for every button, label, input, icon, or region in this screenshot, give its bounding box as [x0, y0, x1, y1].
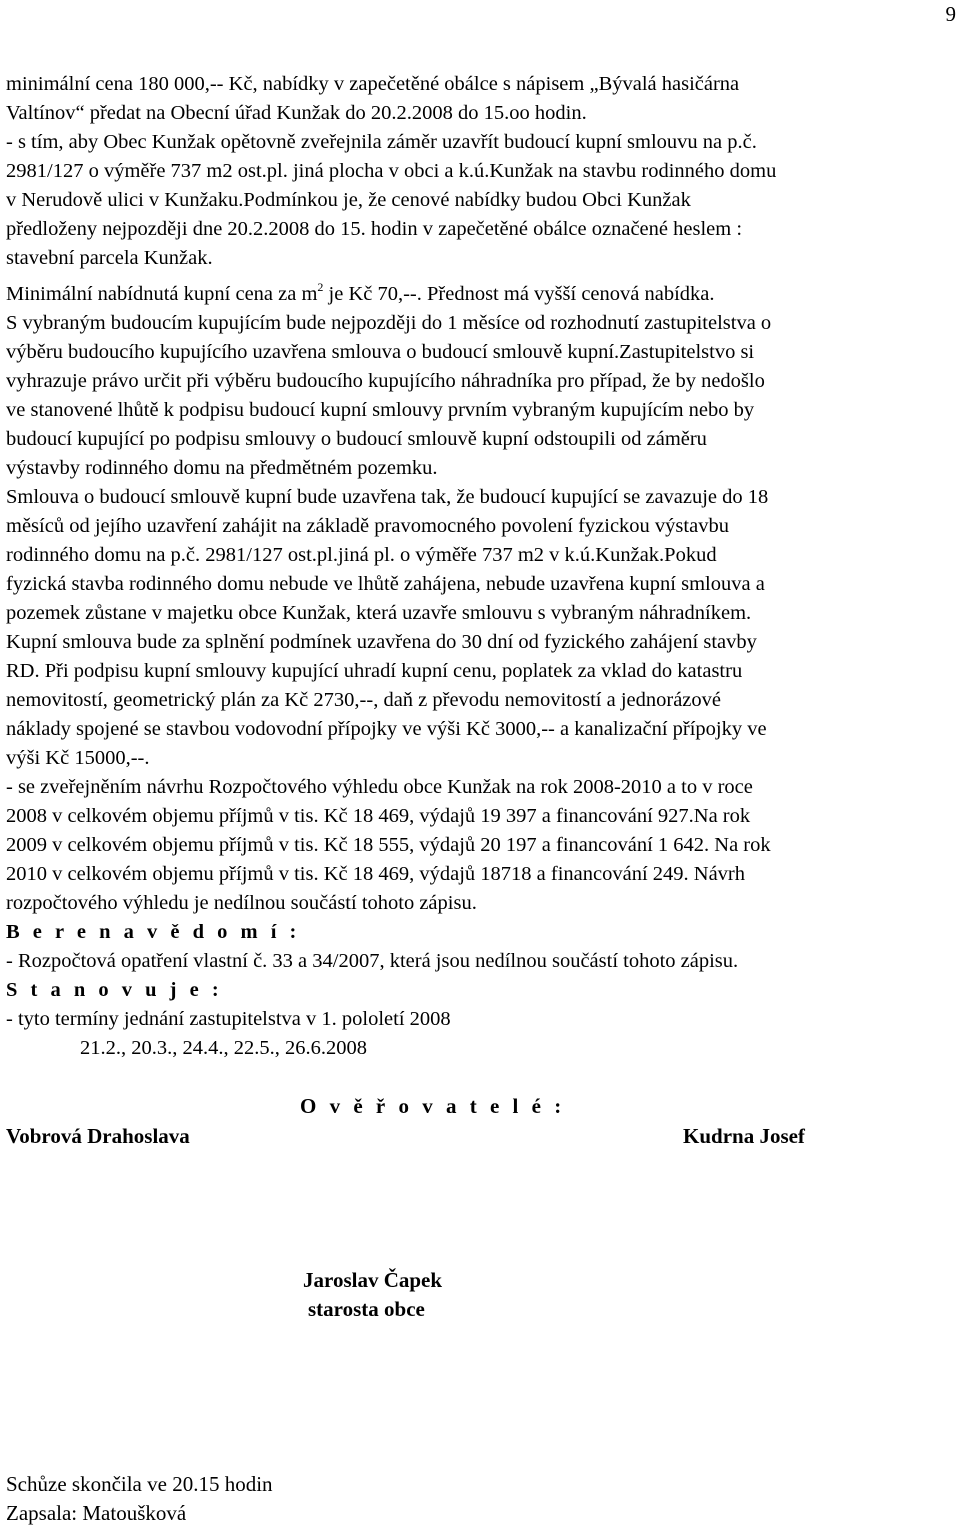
- meeting-dates: 21.2., 20.3., 24.4., 22.5., 26.6.2008: [80, 1037, 367, 1059]
- text-line: vyhrazuje právo určit při výběru budoucího kupujícího náhradníka pro případ, že by nedošlo: [6, 370, 765, 392]
- mayor-title: starosta obce: [308, 1297, 425, 1321]
- price-text-start: Minimální nabídnutá kupní cena za m: [6, 283, 318, 305]
- section-heading-stanovuje: S t a n o v u j e :: [6, 979, 223, 1001]
- section-heading-bere-na-vedomi: B e r e n a v ě d o m í :: [6, 921, 301, 943]
- text-line: výstavby rodinného domu na předmětném pozemku.: [6, 457, 438, 479]
- text-line: předloženy nejpozději dne 20.2.2008 do 15. hodin v zapečetěné obálce označené heslem :: [6, 218, 743, 240]
- text-line: rozpočtového výhledu je nedílnou součástí tohoto zápisu.: [6, 892, 477, 914]
- text-line: rodinného domu na p.č. 2981/127 ost.pl.jiná pl. o výměře 737 m2 v k.ú.Kunžak.Pokud: [6, 544, 717, 566]
- text-line: Valtínov“ předat na Obecní úřad Kunžak do 20.2.2008 do 15.oo hodin.: [6, 102, 587, 124]
- text-line: výši Kč 15000,--.: [6, 747, 150, 769]
- text-line: RD. Při podpisu kupní smlouvy kupující uhradí kupní cenu, poplatek za vklad do katastru: [6, 660, 743, 682]
- text-line: pozemek zůstane v majetku obce Kunžak, která uzavře smlouvu s vybraným náhradníkem.: [6, 602, 752, 624]
- stanovuje-item: - tyto termíny jednání zastupitelstva v 1. pololetí 2008: [6, 1008, 451, 1030]
- text-line: v Nerudově ulici v Kunžaku.Podmínkou je, že cenové nabídky budou Obci Kunžak: [6, 189, 691, 211]
- text-line: nemovitostí, geometrický plán za Kč 2730,--, daň z převodu nemovitostí a jednorázové: [6, 689, 722, 711]
- text-line: 2009 v celkovém objemu příjmů v tis. Kč 18 555, výdajů 20 197 a financování 1 642. Na rok: [6, 834, 771, 856]
- text-line: S vybraným budoucím kupujícím bude nejpozději do 1 měsíce od rozhodnutí zastupitelstva o: [6, 312, 772, 334]
- meeting-closing-time: Schůze skončila ve 20.15 hodin: [6, 1472, 273, 1496]
- text-line: 2010 v celkovém objemu příjmů v tis. Kč 18 469, výdajů 18718 a financování 249. Návrh: [6, 863, 746, 885]
- text-line: náklady spojené se stavbou vodovodní přípojky ve výši Kč 3000,-- a kanalizační přípojky ve: [6, 718, 767, 740]
- text-line: výběru budoucího kupujícího uzavřena smlouva o budoucí smlouvě kupní.Zastupitelstvo si: [6, 341, 755, 363]
- verifiers-heading: O v ě ř o v a t e l é :: [300, 1094, 566, 1118]
- page-number: 9: [945, 2, 956, 26]
- minutes-recorder: Zapsala: Matoušková: [6, 1501, 187, 1525]
- verifier-right-name: Kudrna Josef: [683, 1124, 805, 1148]
- price-text-end: je Kč 70,--. Přednost má vyšší cenová nabídka.: [323, 283, 715, 305]
- mayor-name: Jaroslav Čapek: [303, 1268, 443, 1292]
- text-line: ve stanovené lhůtě k podpisu budoucí kupní smlouvy prvním vybraným kupujícím nebo by: [6, 399, 755, 421]
- text-line: 2008 v celkovém objemu příjmů v tis. Kč 18 469, výdajů 19 397 a financování 927.Na rok: [6, 805, 751, 827]
- minimum-price-line: [6, 273, 951, 309]
- text-line: fyzická stavba rodinného domu nebude ve lhůtě zahájena, nebude uzavřena kupní smlouva a: [6, 573, 765, 595]
- text-line: - se zveřejněním návrhu Rozpočtového výhledu obce Kunžak na rok 2008-2010 a to v roce: [6, 776, 753, 798]
- text-line: 2981/127 o výměře 737 m2 ost.pl. jiná plocha v obci a k.ú.Kunžak na stavbu rodinného domu: [6, 160, 777, 182]
- square-superscript: 2: [317, 280, 324, 294]
- text-line: Kupní smlouva bude za splnění podmínek uzavřena do 30 dní od fyzického zahájení stavby: [6, 631, 757, 653]
- text-line: budoucí kupující po podpisu smlouvy o budoucí smlouvě kupní odstoupili od záměru: [6, 428, 707, 450]
- text-line: stavební parcela Kunžak.: [6, 247, 213, 269]
- text-line: minimální cena 180 000,-- Kč, nabídky v zapečetěné obálce s nápisem „Bývalá hasičárna: [6, 73, 740, 95]
- bere-item: - Rozpočtová opatření vlastní č. 33 a 34/2007, která jsou nedílnou součástí tohoto zápisu.: [6, 950, 739, 972]
- text-line: Smlouva o budoucí smlouvě kupní bude uzavřena tak, že budoucí kupující se zavazuje do 18: [6, 486, 769, 508]
- text-line: měsíců od jejího uzavření zahájit na základě pravomocného povolení fyzickou výstavbu: [6, 515, 729, 537]
- verifier-left-name: Vobrová Drahoslava: [6, 1124, 190, 1148]
- minutes-text: [6, 70, 951, 1063]
- text-line: - s tím, aby Obec Kunžak opětovně zveřejnila záměr uzavřít budoucí kupní smlouvu na p.č.: [6, 131, 757, 153]
